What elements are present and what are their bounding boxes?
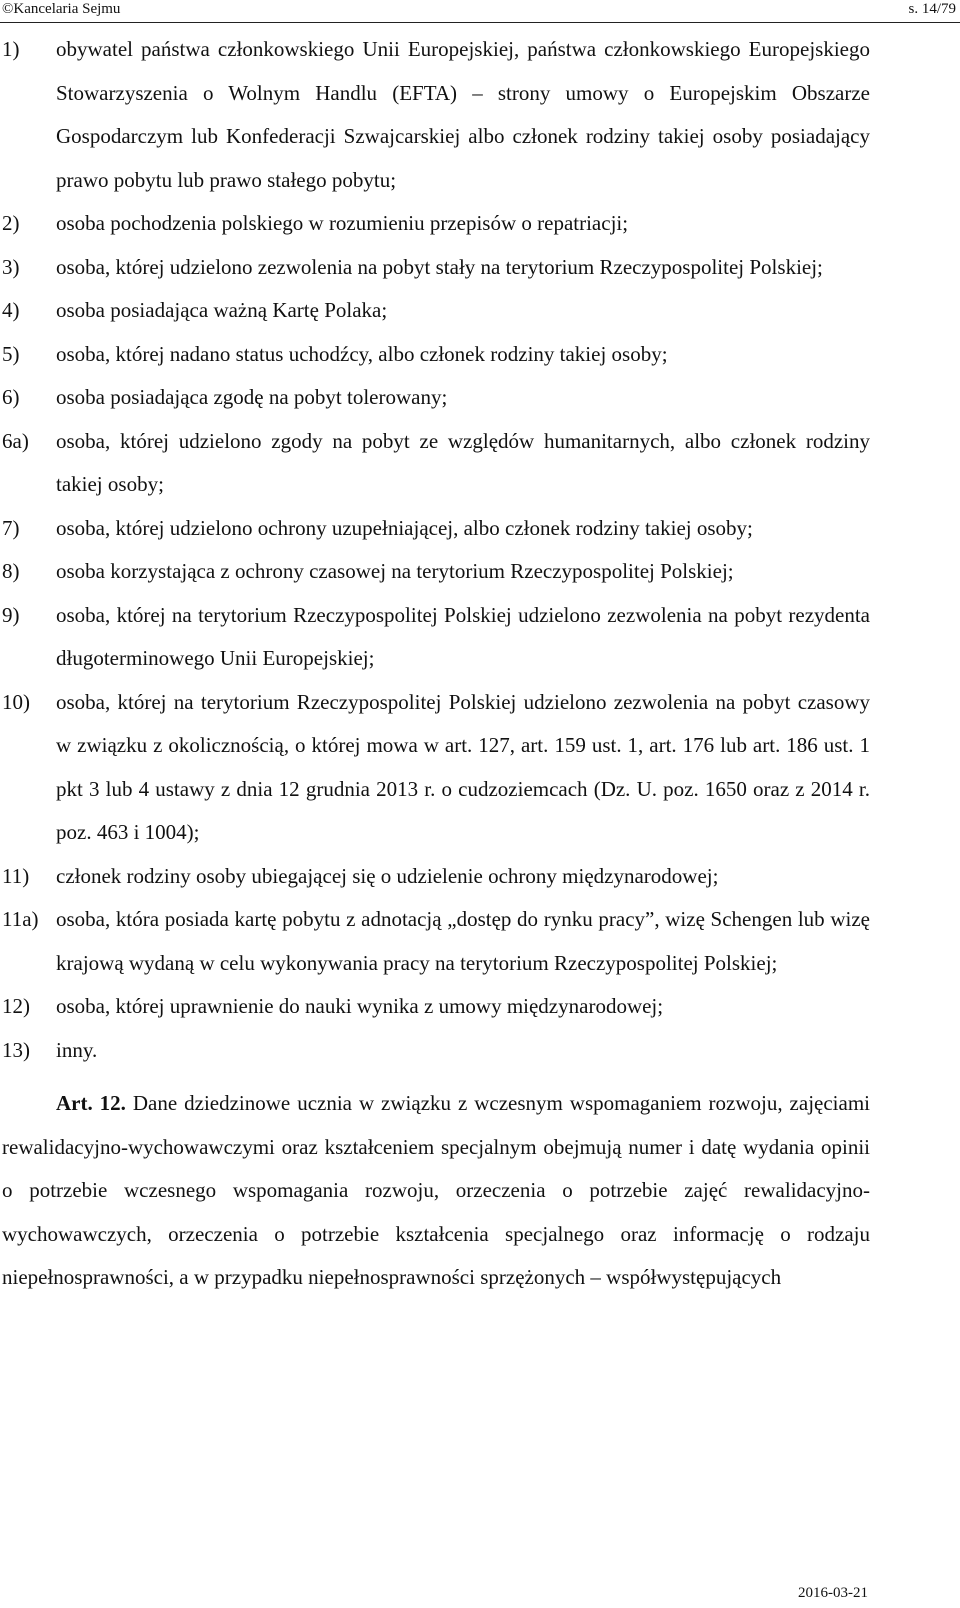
list-item-text: osoba, której udzielono zgody na pobyt ze względów humanitarnych, albo członek rodziny takiej osoby; — [56, 428, 870, 496]
list-item — [0, 681, 960, 855]
list-item-number: 1) — [2, 37, 20, 61]
list-item — [0, 202, 960, 246]
list-item — [0, 376, 960, 420]
list-item-number: 6) — [2, 385, 20, 409]
list-item-text: obywatel państwa członkowskiego Unii Europejskiej, państwa członkowskiego Europejskiego Stowarzyszenia o Wolnym Handlu (EFTA) – strony umowy o Europejskim Obszarze Gospodarczym lub Konfederacji Szwajcarskiej albo członek rodziny takiej osoby posiadający prawo pobytu lub prawo stałego pobytu; — [56, 37, 870, 192]
list-item-number: 5) — [2, 341, 20, 366]
list-item-text: osoba pochodzenia polskiego w rozumieniu przepisów o repatriacji; — [56, 211, 629, 235]
list-item — [0, 333, 960, 377]
list-item — [0, 420, 960, 507]
copyright-text: ©Kancelaria Sejmu — [2, 1, 121, 17]
list-item — [0, 246, 960, 290]
list-item-number: 11) — [2, 863, 30, 888]
list-item-text: osoba, której udzielono zezwolenia na pobyt stały na terytorium Rzeczypospolitej Polskiej; — [56, 254, 823, 279]
list-item-number: 2) — [2, 211, 20, 235]
list-item-text: osoba, której nadano status uchodźcy, albo członek rodziny takiej osoby; — [56, 341, 668, 366]
page-header — [0, 0, 960, 23]
list-item-text: członek rodziny osoby ubiegającej się o udzielenie ochrony międzynarodowej; — [56, 863, 719, 888]
document-body — [0, 28, 960, 1321]
list-item-number: 9) — [2, 602, 20, 627]
list-item — [0, 594, 960, 681]
article-12-paragraph — [0, 1082, 960, 1300]
list-item — [0, 550, 960, 594]
list-item-number: 8) — [2, 559, 20, 583]
list-item-text: osoba, której udzielono ochrony uzupełniającej, albo członek rodziny takiej osoby; — [56, 515, 753, 540]
list-item-text: osoba, która posiada kartę pobytu z adnotacją „dostęp do rynku pracy”, wizę Schengen lub wizę krajową wydaną w celu wykonywania pracy na terytorium Rzeczypospolitej Polskiej; — [56, 907, 870, 975]
article-label: Art. 12. — [56, 1091, 126, 1115]
list-item — [0, 28, 960, 202]
list-item-text: osoba, której na terytorium Rzeczypospolitej Polskiej udzielono zezwolenia na pobyt czasowy w związku z okolicznością, o której mowa w art. 127, art. 159 ust. 1, art. 176 lub art. 186 ust. 1 pkt 3 lub 4 ustawy z dnia 12 grudnia 2013 r. o cudzoziemcach (Dz. U. poz. 1650 oraz z 2014 r. poz. 463 i 1004); — [56, 689, 870, 844]
list-item-number: 6a) — [2, 428, 29, 453]
list-item — [0, 855, 960, 899]
list-item-number: 11a) — [2, 907, 39, 931]
document-date: 2016-03-21 — [798, 1585, 868, 1601]
list-item-text: osoba posiadająca zgodę na pobyt tolerowany; — [56, 385, 448, 409]
list-item-text: inny. — [56, 1037, 98, 1062]
list-item-number: 7) — [2, 515, 20, 540]
list-item-text: osoba korzystająca z ochrony czasowej na terytorium Rzeczypospolitej Polskiej; — [56, 559, 734, 583]
list-item — [0, 985, 960, 1029]
list-item — [0, 289, 960, 333]
list-item-number: 12) — [2, 994, 30, 1018]
list-item — [0, 898, 960, 985]
enumerated-list — [0, 28, 960, 1072]
list-item-text: osoba, której uprawnienie do nauki wynika z umowy międzynarodowej; — [56, 994, 664, 1018]
list-item-number: 10) — [2, 689, 30, 714]
list-item — [0, 1029, 960, 1073]
list-item-number: 13) — [2, 1037, 30, 1062]
list-item — [0, 507, 960, 551]
list-item-text: osoba posiadająca ważną Kartę Polaka; — [56, 298, 388, 322]
list-item-number: 4) — [2, 298, 20, 322]
article-text: Dane dziedzinowe ucznia w związku z wczesnym wspomaganiem rozwoju, zajęciami rewalidacyjno-wychowawczymi oraz kształceniem specjalnym obejmują numer i datę wydania opinii o potrzebie wczesnego wspomagania rozwoju, orzeczenia o potrzebie zajęć rewalidacyjno-wychowawczych, orzeczenia o potrzebie kształcenia specjalnego oraz informację o rodzaju niepełnosprawności, a w przypadku niepełnosprawności sprzężonych – współwystępujących — [2, 1091, 870, 1289]
list-item-number: 3) — [2, 254, 20, 279]
list-item-text: osoba, której na terytorium Rzeczypospolitej Polskiej udzielono zezwolenia na pobyt rezydenta długoterminowego Unii Europejskiej; — [56, 602, 870, 670]
page-number: s. 14/79 — [908, 1, 956, 17]
